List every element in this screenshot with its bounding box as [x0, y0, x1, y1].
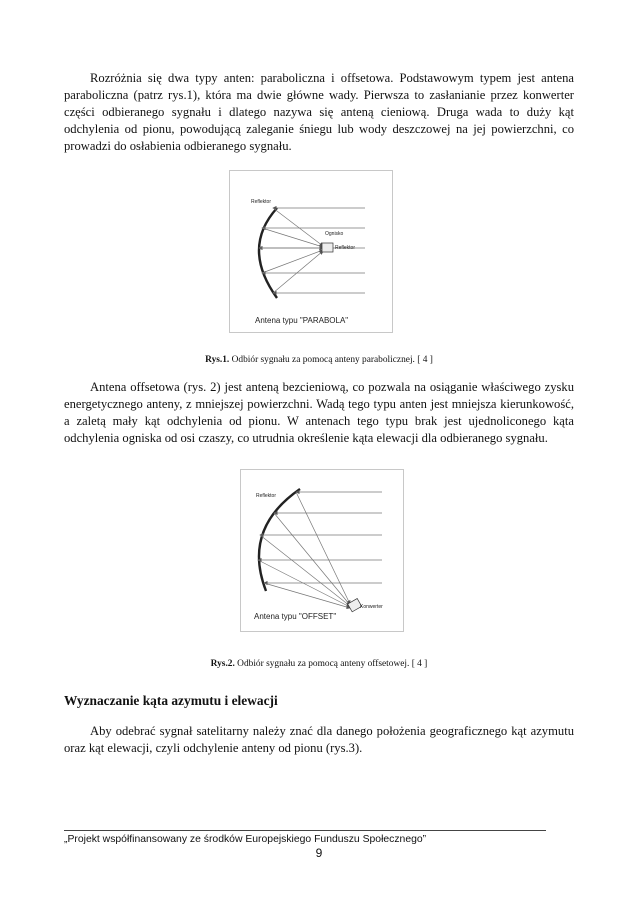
footer-divider [64, 830, 546, 831]
caption-figure-1-label: Rys.1. [205, 355, 230, 365]
figure-offset-antenna [240, 469, 404, 632]
section-heading: Wyznaczanie kąta azymutu i elewacji [64, 693, 278, 708]
caption-figure-2-text: Odbiór sygnału za pomocą anteny offsetowej. [ 4 ] [234, 659, 428, 669]
label-reflector: Reflektor [256, 493, 277, 499]
caption-figure-2-label: Rys.2. [210, 659, 235, 669]
caption-figure-1-text: Odbiór sygnału za pomocą anteny parabolicznej. [ 4 ] [229, 355, 433, 365]
parabola-diagram [229, 170, 393, 333]
figure1-title: Antena typu "PARABOLA" [255, 316, 349, 325]
label-reflector: Reflektor [251, 199, 272, 205]
figure2-title: Antena typu "OFFSET" [254, 612, 337, 621]
paragraph-offset-antenna: Antena offsetowa (rys. 2) jest anteną bezcieniową, co pozwala na osiąganie właściwego zysku energetycznego anteny, z mniejszej powierzchni. Wadą tego typu anten jest mniejsza kierunkowość, a zaletą mały kąt odchylenia od pionu. W antenach tego typu brak jest ujednoliconego kąta odchylenia ogniska od osi czaszy, co utrudnia określenie kąta elewacji dla odbieranego sygnału. [64, 380, 574, 445]
label-reflector-secondary: Reflektor [335, 245, 356, 251]
offset-diagram [240, 469, 404, 632]
paragraph-azimuth-elevation: Aby odebrać sygnał satelitarny należy znać dla danego położenia geograficznego kąt azymutu oraz kąt elewacji, czyli odchylenie anteny od pionu (rys.3). [64, 724, 574, 755]
caption-figure-1 [0, 355, 638, 365]
caption-figure-2 [0, 659, 638, 669]
page-number: 9 [315, 846, 323, 860]
footer-project-note: „Projekt współfinansowany ze środków Europejskiego Funduszu Społecznego” [64, 834, 427, 845]
figure-parabola-antenna [229, 170, 393, 333]
paragraph-antenna-types: Rozróżnia się dwa typy anten: paraboliczna i offsetowa. Podstawowym typem jest antena paraboliczna (patrz rys.1), która ma dwie główne wady. Pierwsza to zasłanianie przez konwerter części odbieranego sygnału i dlatego nazywa się anteną cieniową. Druga wada to duży kąt odchylenia od pionu, powodującą zaleganie śniegu lub wody deszczowej na jej powierzchni, co prowadzi do osłabienia odbieranego sygnału. [64, 71, 574, 153]
label-focus: Ognisko [325, 231, 344, 237]
label-converter: Konwerter [360, 604, 383, 610]
